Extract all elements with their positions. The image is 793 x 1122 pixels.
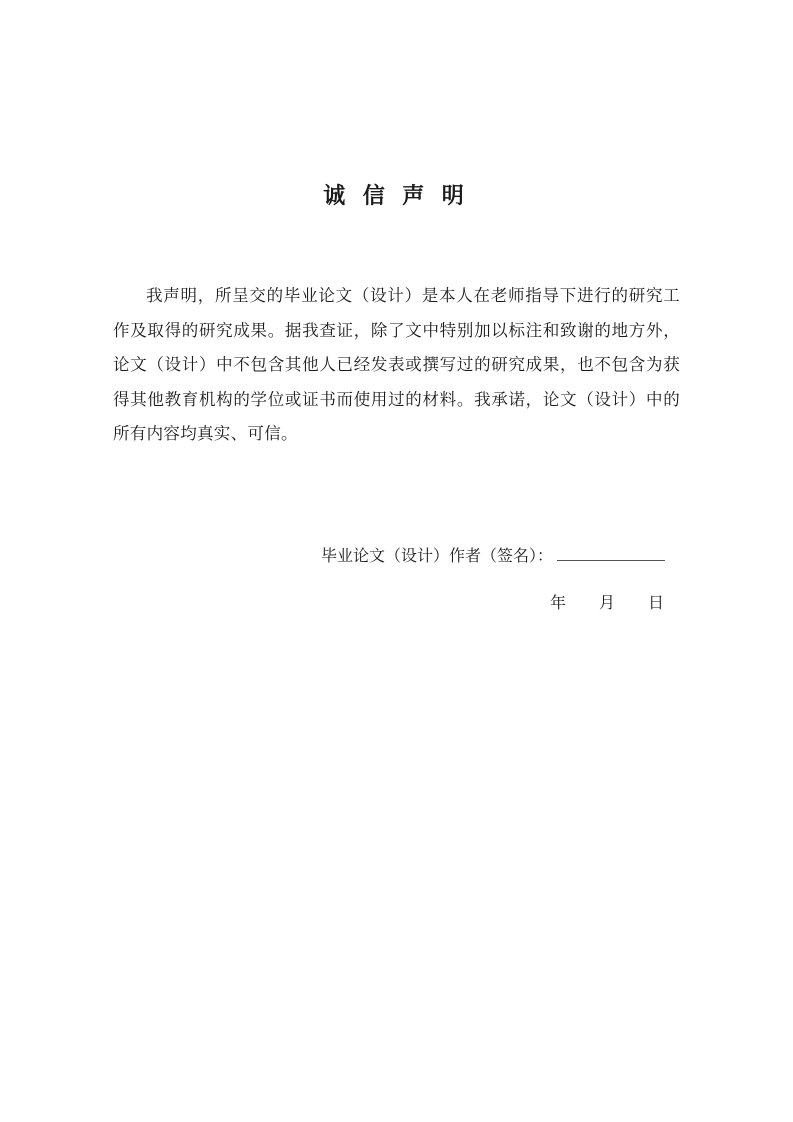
date-month-label: 月	[598, 594, 615, 612]
declaration-paragraph: 我声明，所呈交的毕业论文（设计）是本人在老师指导下进行的研究工作及取得的研究成果。据我查证，除了文中特别加以标注和致谢的地方外，论文（设计）中不包含其他人已经发表或撰写过的研究成果，也不包含为获得其他教育机构的学位或证书而使用过的材料。我承诺，论文（设计）中的所有内容均真实、可信。	[113, 286, 680, 444]
date-row	[0, 594, 793, 614]
signature-label: 毕业论文（设计）作者（签名）：	[320, 547, 553, 565]
signature-row	[0, 546, 793, 567]
date-day-label: 日	[647, 594, 664, 612]
page-title: 诚 信 声 明	[323, 183, 470, 208]
date-year-label: 年	[549, 594, 566, 612]
signature-blank-line	[557, 546, 665, 561]
